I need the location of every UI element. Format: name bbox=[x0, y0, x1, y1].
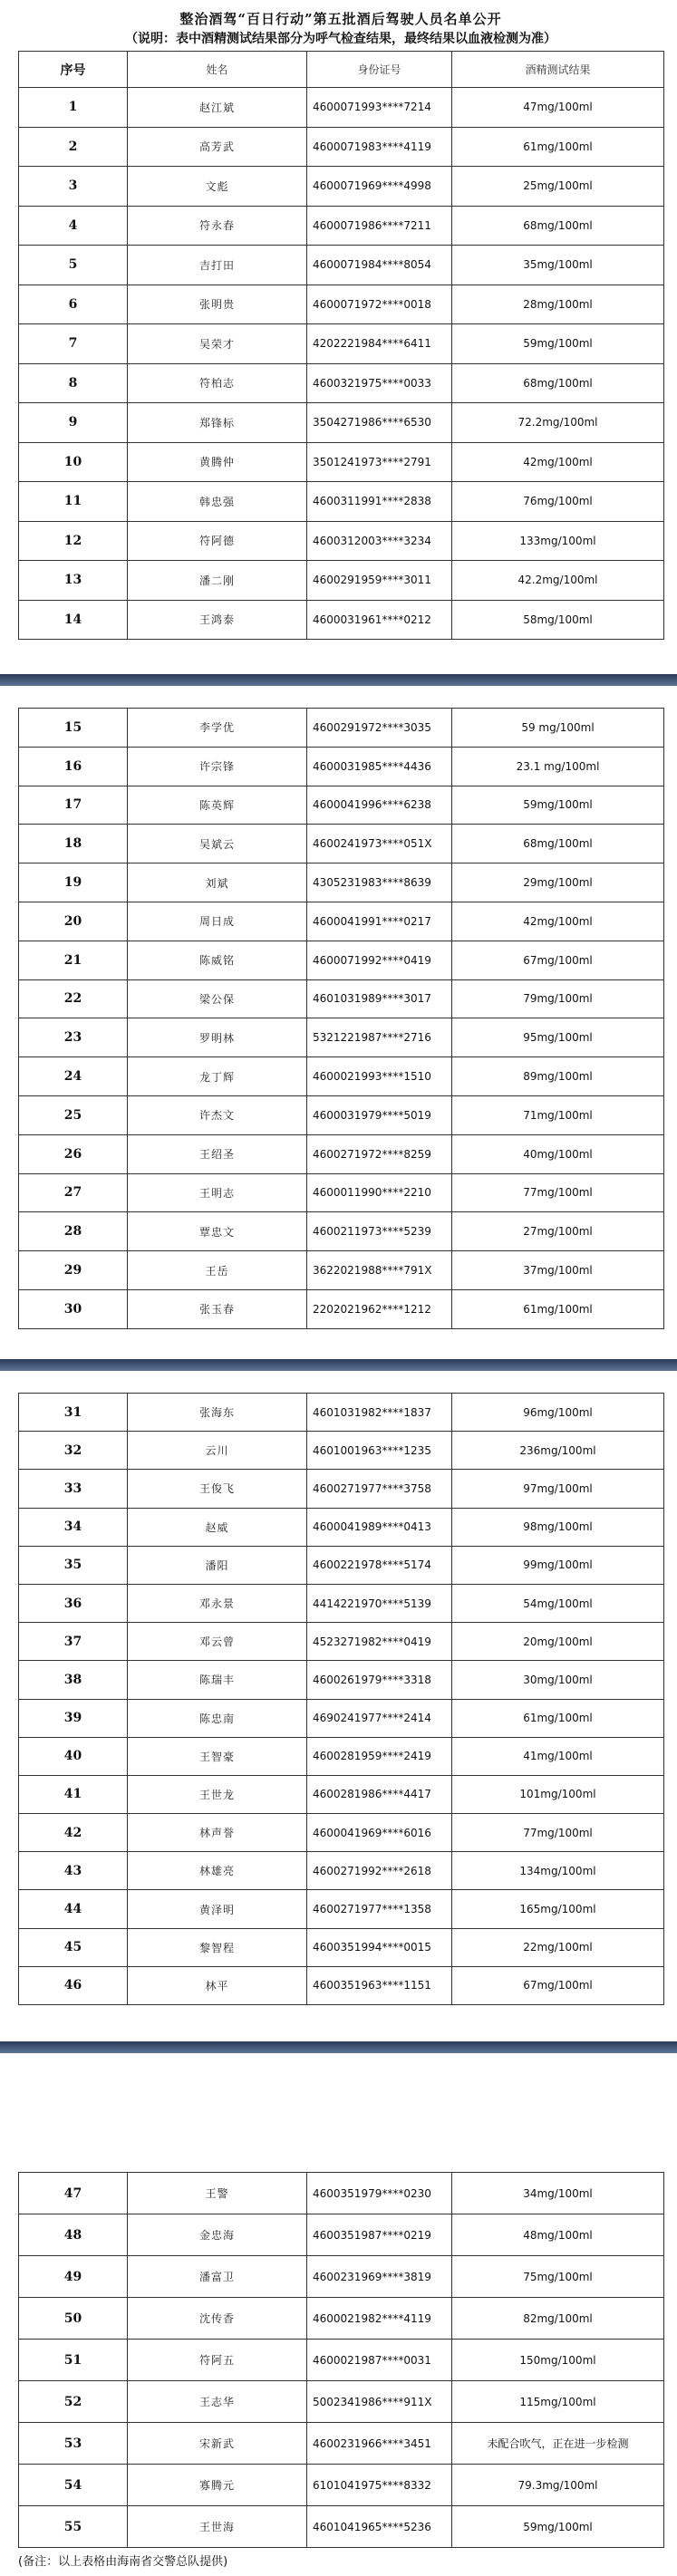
cell-id: 4600011990****2210 bbox=[307, 1173, 452, 1212]
cell-name: 张海东 bbox=[128, 1394, 307, 1432]
cell-name: 陈瑞丰 bbox=[128, 1661, 307, 1699]
cell-seq: 6 bbox=[19, 285, 128, 324]
cell-name: 黎智程 bbox=[128, 1928, 307, 1966]
table-row bbox=[19, 88, 664, 128]
cell-id: 4600261979****3318 bbox=[307, 1661, 452, 1699]
cell-result: 37mg/100ml bbox=[452, 1251, 664, 1290]
cell-name: 张明贵 bbox=[128, 285, 307, 324]
cell-id: 3622021988****791X bbox=[307, 1251, 452, 1290]
cell-result: 25mg/100ml bbox=[452, 167, 664, 207]
cell-name: 陈英辉 bbox=[128, 786, 307, 825]
cell-name: 高芳武 bbox=[128, 127, 307, 167]
cell-name: 黄泽明 bbox=[128, 1890, 307, 1928]
cell-name: 寡腾元 bbox=[128, 2465, 307, 2506]
cell-name: 潘二刚 bbox=[128, 561, 307, 601]
cell-name: 陈威铭 bbox=[128, 941, 307, 979]
cell-seq: 29 bbox=[19, 1251, 128, 1290]
cell-result: 20mg/100ml bbox=[452, 1623, 664, 1661]
page-separator bbox=[0, 2041, 677, 2053]
table-row bbox=[19, 902, 664, 941]
cell-result: 35mg/100ml bbox=[452, 246, 664, 285]
cell-name: 王俊飞 bbox=[128, 1470, 307, 1508]
cell-name: 周日成 bbox=[128, 902, 307, 941]
cell-id: 4600291972****3035 bbox=[307, 709, 452, 748]
cell-name: 邓云曾 bbox=[128, 1623, 307, 1661]
cell-name: 王智豪 bbox=[128, 1737, 307, 1775]
cell-name: 许杰文 bbox=[128, 1095, 307, 1134]
cell-id: 4690241977****2414 bbox=[307, 1699, 452, 1737]
cell-result: 68mg/100ml bbox=[452, 363, 664, 403]
cell-name: 王岳 bbox=[128, 1251, 307, 1290]
cell-seq: 42 bbox=[19, 1814, 128, 1852]
cell-result: 115mg/100ml bbox=[452, 2381, 664, 2423]
table-row bbox=[19, 1584, 664, 1622]
cell-name: 王世龙 bbox=[128, 1775, 307, 1813]
cell-result: 77mg/100ml bbox=[452, 1814, 664, 1852]
table-row bbox=[19, 1095, 664, 1134]
table-row bbox=[19, 324, 664, 364]
table-row bbox=[19, 863, 664, 902]
cell-result: 72.2mg/100ml bbox=[452, 403, 664, 443]
table-row bbox=[19, 2506, 664, 2548]
cell-seq: 34 bbox=[19, 1508, 128, 1546]
cell-seq: 50 bbox=[19, 2298, 128, 2340]
cell-id: 4600291959****3011 bbox=[307, 561, 452, 601]
cell-result: 48mg/100ml bbox=[452, 2214, 664, 2256]
table-row bbox=[19, 709, 664, 748]
table-row bbox=[19, 1546, 664, 1584]
table-row bbox=[19, 1890, 664, 1928]
cell-seq: 32 bbox=[19, 1432, 128, 1470]
cell-name: 邓永景 bbox=[128, 1584, 307, 1622]
cell-id: 4600021982****4119 bbox=[307, 2298, 452, 2340]
cell-result: 42.2mg/100ml bbox=[452, 561, 664, 601]
page-4 bbox=[18, 2172, 663, 2548]
cell-seq: 8 bbox=[19, 363, 128, 403]
cell-id: 5002341986****911X bbox=[307, 2381, 452, 2423]
cell-id: 4600351987****0219 bbox=[307, 2214, 452, 2256]
table-row bbox=[19, 1775, 664, 1813]
cell-seq: 27 bbox=[19, 1173, 128, 1212]
header-id: 身份证号 bbox=[307, 52, 452, 88]
cell-name: 林雄亮 bbox=[128, 1852, 307, 1890]
cell-id: 4600221978****5174 bbox=[307, 1546, 452, 1584]
cell-result: 77mg/100ml bbox=[452, 1173, 664, 1212]
cell-id: 6101041975****8332 bbox=[307, 2465, 452, 2506]
cell-result: 59mg/100ml bbox=[452, 324, 664, 364]
cell-result: 96mg/100ml bbox=[452, 1394, 664, 1432]
cell-seq: 20 bbox=[19, 902, 128, 941]
cell-id: 4601041965****5236 bbox=[307, 2506, 452, 2548]
cell-result: 68mg/100ml bbox=[452, 206, 664, 246]
cell-result: 97mg/100ml bbox=[452, 1470, 664, 1508]
cell-seq: 17 bbox=[19, 786, 128, 825]
cell-id: 4600071972****0018 bbox=[307, 285, 452, 324]
table-row bbox=[19, 1928, 664, 1966]
cell-result: 71mg/100ml bbox=[452, 1095, 664, 1134]
page-separator bbox=[0, 1359, 677, 1371]
cell-seq: 4 bbox=[19, 206, 128, 246]
cell-seq: 21 bbox=[19, 941, 128, 979]
cell-name: 吴荣才 bbox=[128, 324, 307, 364]
cell-name: 文彪 bbox=[128, 167, 307, 207]
cell-name: 王绍圣 bbox=[128, 1134, 307, 1173]
cell-result: 61mg/100ml bbox=[452, 127, 664, 167]
cell-seq: 25 bbox=[19, 1095, 128, 1134]
table-row bbox=[19, 941, 664, 979]
cell-seq: 41 bbox=[19, 1775, 128, 1813]
cell-id: 4600031985****4436 bbox=[307, 747, 452, 786]
cell-id: 4600231966****3451 bbox=[307, 2423, 452, 2465]
cell-seq: 53 bbox=[19, 2423, 128, 2465]
cell-name: 陈忠南 bbox=[128, 1699, 307, 1737]
cell-result: 58mg/100ml bbox=[452, 600, 664, 640]
cell-seq: 10 bbox=[19, 442, 128, 482]
cell-result: 79mg/100ml bbox=[452, 979, 664, 1018]
page-3 bbox=[18, 1393, 663, 2005]
cell-seq: 46 bbox=[19, 1966, 128, 2004]
table-row bbox=[19, 1134, 664, 1173]
table-row bbox=[19, 1508, 664, 1546]
table-row bbox=[19, 747, 664, 786]
cell-name: 符柏志 bbox=[128, 363, 307, 403]
cell-id: 4601031982****1837 bbox=[307, 1394, 452, 1432]
cell-name: 赵威 bbox=[128, 1508, 307, 1546]
cell-id: 4600241973****051X bbox=[307, 825, 452, 863]
cell-id: 4600351979****0230 bbox=[307, 2173, 452, 2214]
cell-seq: 33 bbox=[19, 1470, 128, 1508]
table-row bbox=[19, 246, 664, 285]
cell-id: 5321221987****2716 bbox=[307, 1018, 452, 1057]
title-block bbox=[18, 0, 663, 49]
cell-seq: 9 bbox=[19, 403, 128, 443]
cell-id: 4600311991****2838 bbox=[307, 482, 452, 522]
cell-id: 4600211973****5239 bbox=[307, 1212, 452, 1251]
table-row bbox=[19, 2298, 664, 2340]
cell-seq: 55 bbox=[19, 2506, 128, 2548]
cell-seq: 12 bbox=[19, 521, 128, 561]
cell-name: 郑锋标 bbox=[128, 403, 307, 443]
cell-id: 4600071969****4998 bbox=[307, 167, 452, 207]
table-row bbox=[19, 2340, 664, 2381]
cell-name: 符永春 bbox=[128, 206, 307, 246]
table-row bbox=[19, 285, 664, 324]
cell-id: 4600351963****1151 bbox=[307, 1966, 452, 2004]
header-seq: 序号 bbox=[19, 52, 128, 88]
cell-result: 28mg/100ml bbox=[452, 285, 664, 324]
cell-id: 4414221970****5139 bbox=[307, 1584, 452, 1622]
cell-name: 潘阳 bbox=[128, 1546, 307, 1584]
cell-seq: 31 bbox=[19, 1394, 128, 1432]
cell-id: 4600041991****0217 bbox=[307, 902, 452, 941]
cell-result: 165mg/100ml bbox=[452, 1890, 664, 1928]
table-row bbox=[19, 1966, 664, 2004]
cell-result: 34mg/100ml bbox=[452, 2173, 664, 2214]
cell-result: 134mg/100ml bbox=[452, 1852, 664, 1890]
cell-id: 4600271972****8259 bbox=[307, 1134, 452, 1173]
cell-seq: 15 bbox=[19, 709, 128, 748]
cell-name: 罗明林 bbox=[128, 1018, 307, 1057]
table-row bbox=[19, 1432, 664, 1470]
table-row bbox=[19, 482, 664, 522]
cell-result: 22mg/100ml bbox=[452, 1928, 664, 1966]
table-row bbox=[19, 600, 664, 640]
cell-seq: 45 bbox=[19, 1928, 128, 1966]
table-row bbox=[19, 127, 664, 167]
cell-seq: 18 bbox=[19, 825, 128, 863]
cell-result: 150mg/100ml bbox=[452, 2340, 664, 2381]
table-row bbox=[19, 1814, 664, 1852]
cell-name: 吉打田 bbox=[128, 246, 307, 285]
cell-name: 吴斌云 bbox=[128, 825, 307, 863]
table-row bbox=[19, 1212, 664, 1251]
cell-seq: 48 bbox=[19, 2214, 128, 2256]
cell-result: 40mg/100ml bbox=[452, 1134, 664, 1173]
page-separator bbox=[0, 674, 677, 686]
cell-id: 4600271977****1358 bbox=[307, 1890, 452, 1928]
cell-seq: 7 bbox=[19, 324, 128, 364]
table-row bbox=[19, 825, 664, 863]
table-page-1 bbox=[18, 51, 664, 640]
cell-result: 95mg/100ml bbox=[452, 1018, 664, 1057]
cell-id: 4600031979****5019 bbox=[307, 1095, 452, 1134]
table-row bbox=[19, 1289, 664, 1328]
cell-name: 赵江斌 bbox=[128, 88, 307, 128]
cell-seq: 40 bbox=[19, 1737, 128, 1775]
table-row bbox=[19, 1623, 664, 1661]
cell-result: 79.3mg/100ml bbox=[452, 2465, 664, 2506]
cell-seq: 3 bbox=[19, 167, 128, 207]
cell-id: 4601031989****3017 bbox=[307, 979, 452, 1018]
cell-name: 云川 bbox=[128, 1432, 307, 1470]
cell-name: 韩忠强 bbox=[128, 482, 307, 522]
cell-seq: 24 bbox=[19, 1057, 128, 1096]
footnote: (备注：以上表格由海南省交警总队提供) bbox=[18, 2555, 228, 2569]
cell-result: 42mg/100ml bbox=[452, 902, 664, 941]
cell-seq: 37 bbox=[19, 1623, 128, 1661]
cell-name: 林声誉 bbox=[128, 1814, 307, 1852]
cell-seq: 44 bbox=[19, 1890, 128, 1928]
cell-result: 29mg/100ml bbox=[452, 863, 664, 902]
table-row bbox=[19, 442, 664, 482]
cell-result: 47mg/100ml bbox=[452, 88, 664, 128]
cell-name: 梁公保 bbox=[128, 979, 307, 1018]
page-1 bbox=[18, 0, 663, 640]
cell-result: 30mg/100ml bbox=[452, 1661, 664, 1699]
cell-seq: 13 bbox=[19, 561, 128, 601]
table-row bbox=[19, 1173, 664, 1212]
header-name: 姓名 bbox=[128, 52, 307, 88]
cell-result: 82mg/100ml bbox=[452, 2298, 664, 2340]
cell-result: 67mg/100ml bbox=[452, 1966, 664, 2004]
cell-seq: 43 bbox=[19, 1852, 128, 1890]
cell-seq: 14 bbox=[19, 600, 128, 640]
cell-result: 76mg/100ml bbox=[452, 482, 664, 522]
cell-name: 龙丁辉 bbox=[128, 1057, 307, 1096]
document-note: （说明：表中酒精测试结果部分为呼气检查结果，最终结果以血液检测为准） bbox=[125, 32, 556, 46]
table-page-2 bbox=[18, 708, 664, 1329]
table-row bbox=[19, 1737, 664, 1775]
table-header-row bbox=[19, 52, 664, 88]
cell-name: 覃忠文 bbox=[128, 1212, 307, 1251]
cell-name: 王警 bbox=[128, 2173, 307, 2214]
cell-result: 236mg/100ml bbox=[452, 1432, 664, 1470]
cell-name: 林平 bbox=[128, 1966, 307, 2004]
cell-result: 98mg/100ml bbox=[452, 1508, 664, 1546]
table-row bbox=[19, 786, 664, 825]
table-row bbox=[19, 1394, 664, 1432]
cell-id: 3501241973****2791 bbox=[307, 442, 452, 482]
cell-seq: 11 bbox=[19, 482, 128, 522]
cell-result: 54mg/100ml bbox=[452, 1584, 664, 1622]
cell-name: 王鸿泰 bbox=[128, 600, 307, 640]
cell-result: 42mg/100ml bbox=[452, 442, 664, 482]
cell-seq: 47 bbox=[19, 2173, 128, 2214]
cell-seq: 54 bbox=[19, 2465, 128, 2506]
table-row bbox=[19, 1852, 664, 1890]
cell-seq: 16 bbox=[19, 747, 128, 786]
cell-result: 27mg/100ml bbox=[452, 1212, 664, 1251]
cell-id: 4601001963****1235 bbox=[307, 1432, 452, 1470]
cell-name: 黄腾仲 bbox=[128, 442, 307, 482]
cell-result: 23.1 mg/100ml bbox=[452, 747, 664, 786]
cell-id: 4600071983****4119 bbox=[307, 127, 452, 167]
cell-name: 王志华 bbox=[128, 2381, 307, 2423]
cell-result: 133mg/100ml bbox=[452, 521, 664, 561]
cell-id: 4600312003****3234 bbox=[307, 521, 452, 561]
cell-result: 61mg/100ml bbox=[452, 1289, 664, 1328]
table-row bbox=[19, 167, 664, 207]
table-row bbox=[19, 979, 664, 1018]
cell-id: 4600041996****6238 bbox=[307, 786, 452, 825]
cell-seq: 19 bbox=[19, 863, 128, 902]
cell-name: 宋新武 bbox=[128, 2423, 307, 2465]
cell-result: 67mg/100ml bbox=[452, 941, 664, 979]
table-page-4 bbox=[18, 2172, 664, 2548]
table-row bbox=[19, 1661, 664, 1699]
cell-id: 4600021987****0031 bbox=[307, 2340, 452, 2381]
cell-name: 许宗锋 bbox=[128, 747, 307, 786]
cell-result: 61mg/100ml bbox=[452, 1699, 664, 1737]
cell-seq: 36 bbox=[19, 1584, 128, 1622]
table-row bbox=[19, 1699, 664, 1737]
cell-id: 4600231969****3819 bbox=[307, 2256, 452, 2298]
cell-name: 符阿德 bbox=[128, 521, 307, 561]
cell-id: 4600071986****7211 bbox=[307, 206, 452, 246]
cell-name: 符阿五 bbox=[128, 2340, 307, 2381]
table-row bbox=[19, 363, 664, 403]
cell-id: 4600031961****0212 bbox=[307, 600, 452, 640]
cell-seq: 22 bbox=[19, 979, 128, 1018]
table-row bbox=[19, 2256, 664, 2298]
table-row bbox=[19, 1470, 664, 1508]
table-row bbox=[19, 1057, 664, 1096]
cell-seq: 28 bbox=[19, 1212, 128, 1251]
cell-seq: 30 bbox=[19, 1289, 128, 1328]
cell-seq: 2 bbox=[19, 127, 128, 167]
cell-id: 4600071993****7214 bbox=[307, 88, 452, 128]
cell-id: 4305231983****8639 bbox=[307, 863, 452, 902]
cell-id: 4202221984****6411 bbox=[307, 324, 452, 364]
table-row bbox=[19, 206, 664, 246]
cell-result: 59mg/100ml bbox=[452, 786, 664, 825]
cell-id: 4600071992****0419 bbox=[307, 941, 452, 979]
cell-result: 59mg/100ml bbox=[452, 2506, 664, 2548]
table-row bbox=[19, 1251, 664, 1290]
cell-seq: 39 bbox=[19, 1699, 128, 1737]
document-title: 整治酒驾“百日行动”第五批酒后驾驶人员名单公开 bbox=[179, 11, 502, 27]
cell-name: 沈传香 bbox=[128, 2298, 307, 2340]
cell-name: 王世海 bbox=[128, 2506, 307, 2548]
cell-result: 59 mg/100ml bbox=[452, 709, 664, 748]
table-row bbox=[19, 2173, 664, 2214]
cell-id: 4600351994****0015 bbox=[307, 1928, 452, 1966]
table-row bbox=[19, 2381, 664, 2423]
table-row bbox=[19, 2214, 664, 2256]
cell-result: 89mg/100ml bbox=[452, 1057, 664, 1096]
cell-name: 刘斌 bbox=[128, 863, 307, 902]
cell-seq: 1 bbox=[19, 88, 128, 128]
cell-seq: 49 bbox=[19, 2256, 128, 2298]
cell-id: 4523271982****0419 bbox=[307, 1623, 452, 1661]
cell-id: 4600041989****0413 bbox=[307, 1508, 452, 1546]
page-2 bbox=[18, 708, 663, 1329]
cell-id: 4600321975****0033 bbox=[307, 363, 452, 403]
cell-seq: 52 bbox=[19, 2381, 128, 2423]
cell-id: 4600041969****6016 bbox=[307, 1814, 452, 1852]
table-row bbox=[19, 2465, 664, 2506]
cell-result: 75mg/100ml bbox=[452, 2256, 664, 2298]
table-row bbox=[19, 2423, 664, 2465]
cell-id: 4600021993****1510 bbox=[307, 1057, 452, 1096]
cell-id: 4600281986****4417 bbox=[307, 1775, 452, 1813]
cell-name: 李学优 bbox=[128, 709, 307, 748]
cell-id: 2202021962****1212 bbox=[307, 1289, 452, 1328]
cell-id: 3504271986****6530 bbox=[307, 403, 452, 443]
cell-name: 金忠海 bbox=[128, 2214, 307, 2256]
cell-seq: 51 bbox=[19, 2340, 128, 2381]
cell-seq: 23 bbox=[19, 1018, 128, 1057]
cell-result: 101mg/100ml bbox=[452, 1775, 664, 1813]
cell-result: 41mg/100ml bbox=[452, 1737, 664, 1775]
table-row bbox=[19, 561, 664, 601]
cell-name: 潘富卫 bbox=[128, 2256, 307, 2298]
cell-seq: 38 bbox=[19, 1661, 128, 1699]
table-row bbox=[19, 1018, 664, 1057]
cell-seq: 26 bbox=[19, 1134, 128, 1173]
cell-id: 4600271977****3758 bbox=[307, 1470, 452, 1508]
cell-id: 4600071984****8054 bbox=[307, 246, 452, 285]
cell-seq: 5 bbox=[19, 246, 128, 285]
table-page-3 bbox=[18, 1393, 664, 2005]
cell-result: 68mg/100ml bbox=[452, 825, 664, 863]
cell-id: 4600281959****2419 bbox=[307, 1737, 452, 1775]
cell-name: 王明志 bbox=[128, 1173, 307, 1212]
cell-id: 4600271992****2618 bbox=[307, 1852, 452, 1890]
table-row bbox=[19, 521, 664, 561]
cell-name: 张玉春 bbox=[128, 1289, 307, 1328]
header-result: 酒精测试结果 bbox=[452, 52, 664, 88]
cell-seq: 35 bbox=[19, 1546, 128, 1584]
cell-result: 未配合吹气，正在进一步检测 bbox=[452, 2423, 664, 2465]
table-row bbox=[19, 403, 664, 443]
cell-result: 99mg/100ml bbox=[452, 1546, 664, 1584]
